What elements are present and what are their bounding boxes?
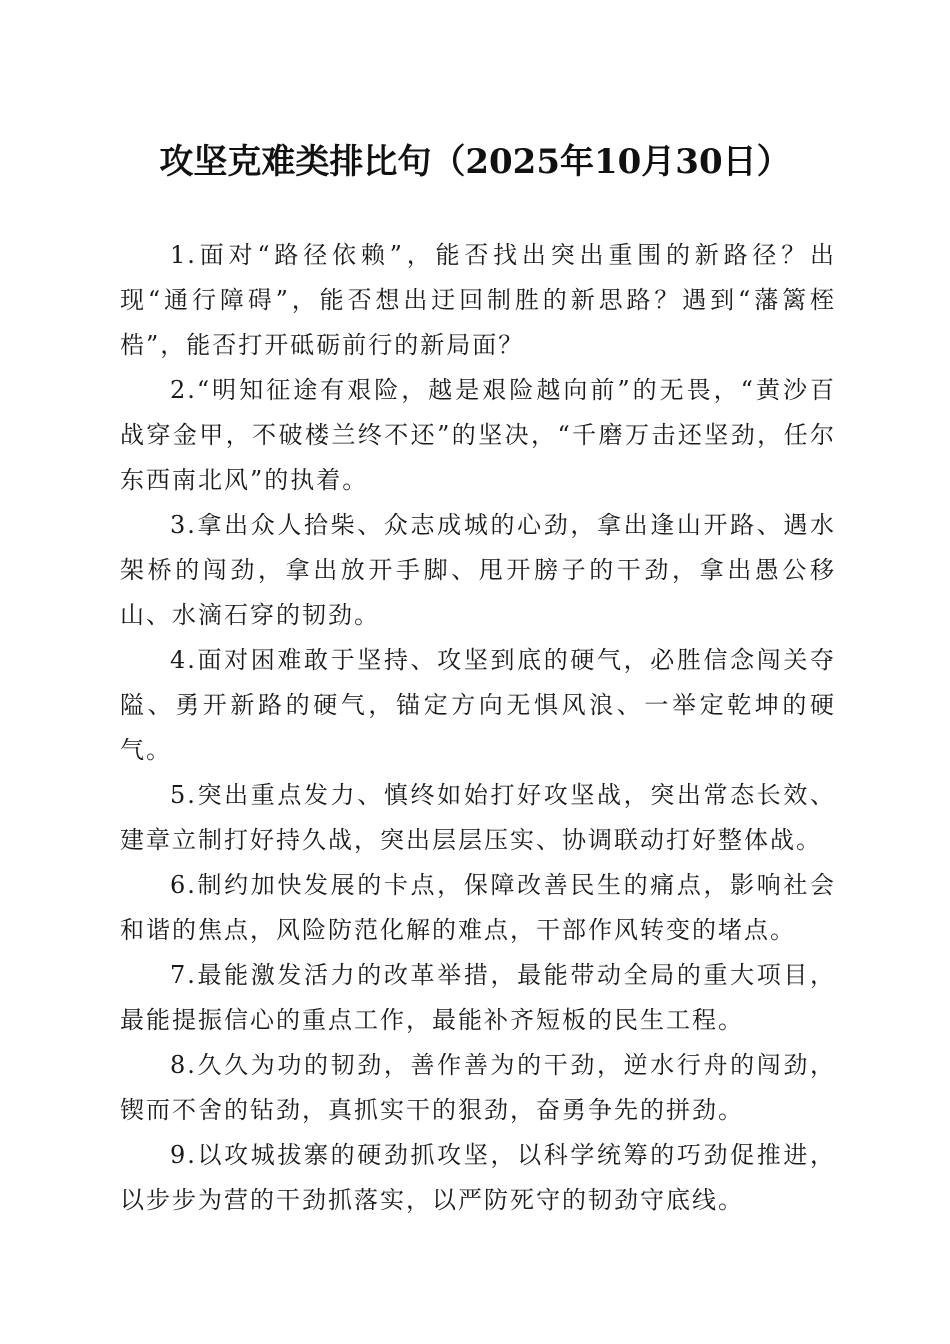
paragraph-7: 7.最能激发活力的改革举措，最能带动全局的重大项目，最能提振信心的重点工作，最能补齐短板的民生工程。 xyxy=(120,961,836,1034)
document-body xyxy=(120,233,836,1223)
paragraph-6: 6.制约加快发展的卡点，保障改善民生的痛点，影响社会和谐的焦点，风险防范化解的难点，干部作风转变的堵点。 xyxy=(120,871,836,944)
paragraph-3: 3.拿出众人拾柴、众志成城的心劲，拿出逢山开路、遇水架桥的闯劲，拿出放开手脚、甩开膀子的干劲，拿出愚公移山、水滴石穿的韧劲。 xyxy=(120,511,836,629)
paragraph-9: 9.以攻城拔寨的硬劲抓攻坚，以科学统筹的巧劲促推进，以步步为营的干劲抓落实，以严防死守的韧劲守底线。 xyxy=(120,1141,836,1214)
paragraph-5: 5.突出重点发力、慎终如始打好攻坚战，突出常态长效、建章立制打好持久战，突出层层压实、协调联动打好整体战。 xyxy=(120,781,836,854)
paragraph-1: 1.面对“路径依赖”，能否找出突出重围的新路径？出现“通行障碍”，能否想出迂回制胜的新思路？遇到“藩篱桎梏”，能否打开砥砺前行的新局面？ xyxy=(120,241,836,359)
document-title: 攻坚克难类排比句（2025年10月30日） xyxy=(159,142,791,182)
paragraph-2: 2.“明知征途有艰险，越是艰险越向前”的无畏，“黄沙百战穿金甲，不破楼兰终不还”的坚决，“千磨万击还坚劲，任尔东西南北风”的执着。 xyxy=(120,376,836,494)
paragraph-4: 4.面对困难敢于坚持、攻坚到底的硬气，必胜信念闯关夺隘、勇开新路的硬气，锚定方向无惧风浪、一举定乾坤的硬气。 xyxy=(120,646,836,764)
paragraph-8: 8.久久为功的韧劲，善作善为的干劲，逆水行舟的闯劲，锲而不舍的钻劲，真抓实干的狠劲，奋勇争先的拼劲。 xyxy=(120,1051,836,1124)
